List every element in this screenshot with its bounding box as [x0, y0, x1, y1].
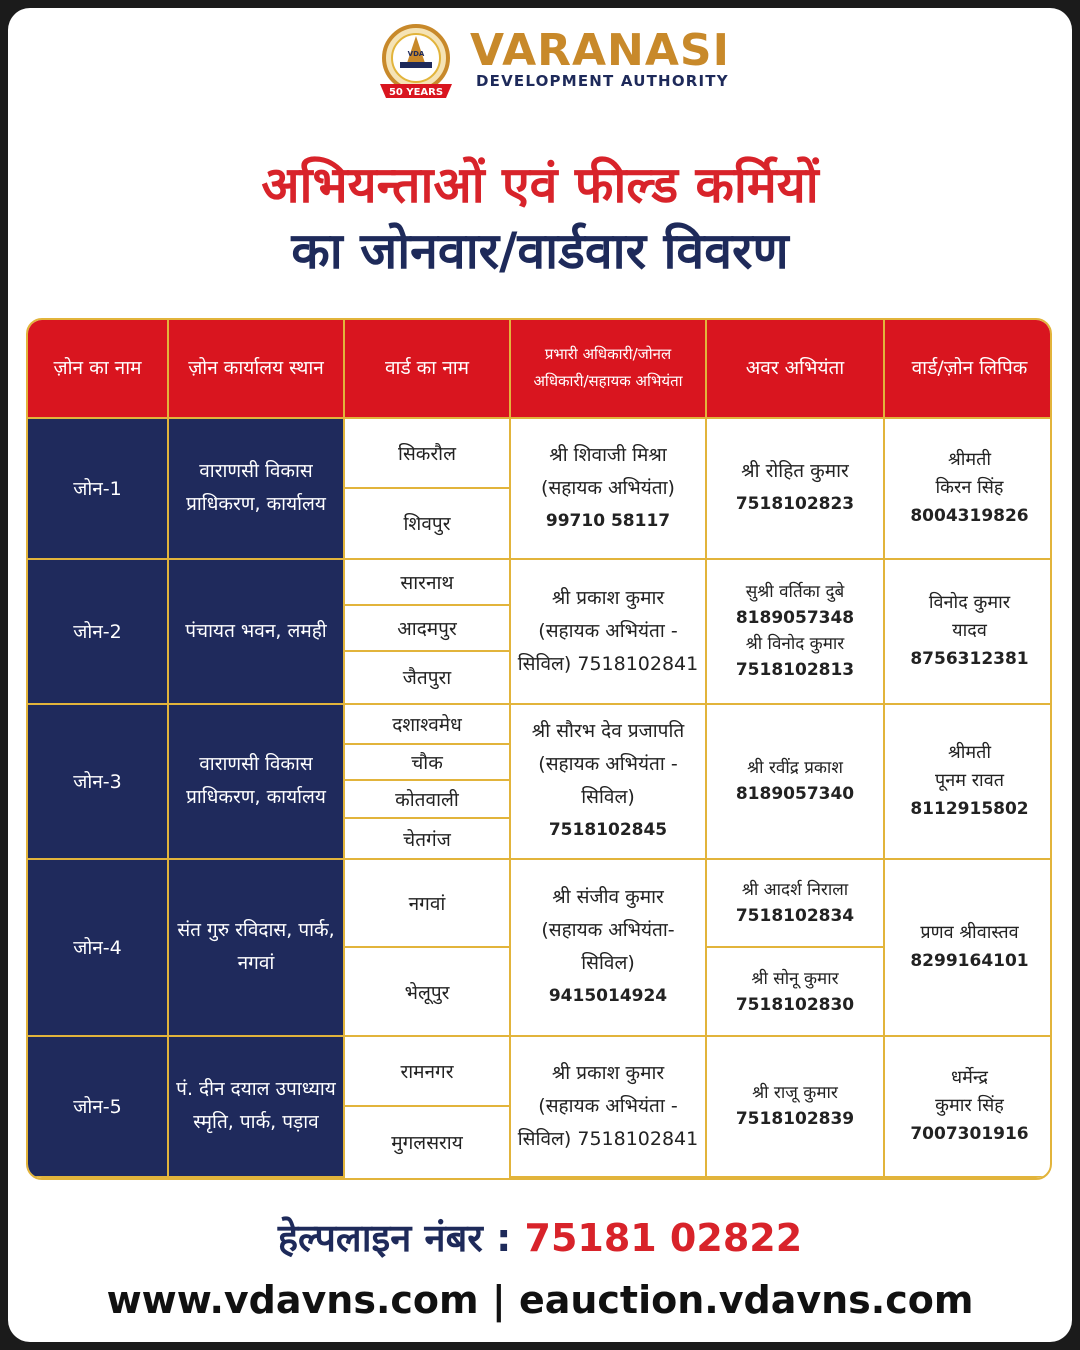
zone-cell: जोन-4 [28, 859, 168, 1036]
ward-cell: जैतपुरा [344, 651, 510, 703]
logo-letters: VDA [407, 50, 425, 58]
officer-phone: 9415014924 [548, 986, 668, 1007]
junior-name: श्री आदर्श निराला [741, 880, 849, 900]
brand-subtitle: DEVELOPMENT AUTHORITY [476, 72, 729, 90]
officer-cell [510, 704, 706, 859]
officer-role: (सहायक अभियंता - [538, 753, 678, 776]
header-ward: वार्ड का नाम [344, 320, 510, 418]
officer-cell [510, 1036, 706, 1177]
helpline-number[interactable]: 75181 02822 [524, 1216, 803, 1260]
clerk-phone: 7007301916 [910, 1124, 1029, 1145]
ward-cell: मुगलसराय [344, 1106, 510, 1177]
clerk-cell [884, 704, 1052, 859]
junior-name: श्री सोनू कुमार [751, 968, 839, 989]
clerk-cell [884, 418, 1052, 559]
officer-cell [510, 559, 706, 704]
clerk-phone: 8756312381 [910, 649, 1029, 670]
officer-cell [510, 418, 706, 559]
office-cell: वाराणसी विकास प्राधिकरण, कार्यालय [168, 418, 344, 559]
junior-phone: 7518102834 [735, 906, 855, 926]
table-header-row [28, 320, 1052, 418]
junior-phone: 8189057348 [735, 608, 855, 629]
junior-phone: 7518102830 [735, 994, 855, 1015]
table-row [28, 704, 1052, 744]
ward-cell: रामनगर [344, 1036, 510, 1106]
clerk-phone: 8004319826 [910, 506, 1029, 527]
officer-role: (सहायक अभियंता) [541, 476, 675, 499]
clerk-phone: 8299164101 [910, 951, 1029, 972]
junior-engineer-cell [706, 559, 884, 704]
officer-role: (सहायक अभियंता - [538, 1094, 678, 1117]
junior-engineer-cell [706, 859, 884, 948]
junior-phone: 8189057340 [735, 784, 855, 805]
website-links[interactable]: www.vdavns.com | eauction.vdavns.com [106, 1278, 974, 1322]
zone-cell: जोन-1 [28, 418, 168, 559]
ward-cell: सिकरौल [344, 418, 510, 488]
vda-50-years-logo [374, 22, 458, 106]
junior-name: श्री विनोद कुमार [745, 634, 845, 655]
junior-phone: 7518102823 [735, 494, 855, 515]
clerk-line1: विनोद कुमार [928, 592, 1011, 614]
helpline-label: हेल्पलाइन नंबर : [277, 1216, 512, 1260]
ward-cell: नगवां [344, 859, 510, 948]
office-cell: संत गुरु रविदास, पार्क, नगवां [168, 859, 344, 1036]
junior-phone: 7518102813 [735, 660, 855, 681]
officer-name: श्री सौरभ देव प्रजापति [531, 720, 685, 743]
clerk-line2: किरन सिंह [935, 477, 1004, 499]
officer-phone: सिविल) 7518102841 [517, 652, 699, 675]
junior-name: श्री रोहित कुमार [741, 460, 849, 483]
header-officer [510, 320, 706, 418]
junior-name: श्री रवींद्र प्रकाश [747, 758, 843, 779]
clerk-line2: कुमार सिंह [935, 1095, 1004, 1117]
zone-cell: जोन-3 [28, 704, 168, 859]
office-cell: वाराणसी विकास प्राधिकरण, कार्यालय [168, 704, 344, 859]
officer-role-2: सिविल) [581, 786, 635, 809]
officer-name: श्री शिवाजी मिश्रा [549, 443, 667, 466]
header-zone: ज़ोन का नाम [28, 320, 168, 418]
officer-phone: 7518102845 [548, 820, 668, 841]
office-cell: पंचायत भवन, लमही [168, 559, 344, 704]
clerk-cell [884, 859, 1052, 1036]
brand-name: VARANASI [470, 25, 730, 76]
officer-role-2: सिविल) [581, 952, 635, 975]
logo-badge-text: 50 YEARS [388, 87, 444, 98]
ward-cell: भेलूपुर [344, 947, 510, 1036]
officer-name: श्री प्रकाश कुमार [551, 586, 665, 609]
junior-engineer-cell [706, 418, 884, 559]
office-cell: पं. दीन दयाल उपाध्याय स्मृति, पार्क, पड़ाव [168, 1036, 344, 1177]
zone-cell: जोन-2 [28, 559, 168, 704]
junior-engineer-cell [706, 1036, 884, 1177]
officer-role: (सहायक अभियंता- [541, 919, 675, 942]
officer-phone: 99710 58117 [545, 510, 671, 531]
ward-cell: चौक [344, 744, 510, 780]
ward-cell: दशाश्वमेध [344, 704, 510, 744]
clerk-phone: 8112915802 [910, 799, 1029, 820]
ward-cell: आदमपुर [344, 605, 510, 651]
header-clerk: वार्ड/ज़ोन लिपिक [884, 320, 1052, 418]
clerk-cell [884, 559, 1052, 704]
clerk-line2: पूनम रावत [935, 770, 1004, 792]
page-title-line1: अभियन्ताओं एवं फील्ड कर्मियों [261, 156, 819, 214]
ward-cell: सारनाथ [344, 559, 510, 605]
table-row [28, 1036, 1052, 1106]
page-title-line2: का जोनवार/वार्डवार विवरण [291, 222, 789, 280]
ward-cell: कोतवाली [344, 780, 510, 818]
junior-name: श्री राजू कुमार [752, 1083, 838, 1104]
clerk-cell [884, 1036, 1052, 1177]
junior-phone: 7518102839 [735, 1109, 855, 1130]
officer-cell [510, 859, 706, 1036]
header-officer-line1: प्रभारी अधिकारी/जोनल [544, 345, 672, 364]
clerk-line1: श्रीमती [947, 742, 992, 764]
header-junior-engineer: अवर अभियंता [706, 320, 884, 418]
helpline [0, 1210, 1080, 1266]
junior-name: सुश्री वर्तिका दुबे [745, 582, 845, 603]
table-row [28, 859, 1052, 948]
ward-cell: शिवपुर [344, 488, 510, 558]
header-office: ज़ोन कार्यालय स्थान [168, 320, 344, 418]
officer-name: श्री संजीव कुमार [552, 886, 664, 909]
officer-name: श्री प्रकाश कुमार [551, 1061, 665, 1084]
table-row [28, 559, 1052, 605]
officer-phone: सिविल) 7518102841 [517, 1127, 699, 1150]
header-officer-line2: अधिकारी/सहायक अभियंता [533, 372, 683, 391]
clerk-line2: यादव [952, 620, 987, 642]
junior-engineer-cell [706, 947, 884, 1036]
junior-engineer-cell [706, 704, 884, 859]
clerk-line1: धर्मेन्द्र [951, 1067, 988, 1089]
zone-cell: जोन-5 [28, 1036, 168, 1177]
officer-role: (सहायक अभियंता - [538, 619, 678, 642]
zone-ward-table [26, 318, 1052, 1180]
clerk-line1: श्रीमती [947, 449, 992, 471]
table-row [28, 418, 1052, 488]
clerk-line1: प्रणव श्रीवास्तव [920, 922, 1019, 944]
ward-cell: चेतगंज [344, 818, 510, 858]
